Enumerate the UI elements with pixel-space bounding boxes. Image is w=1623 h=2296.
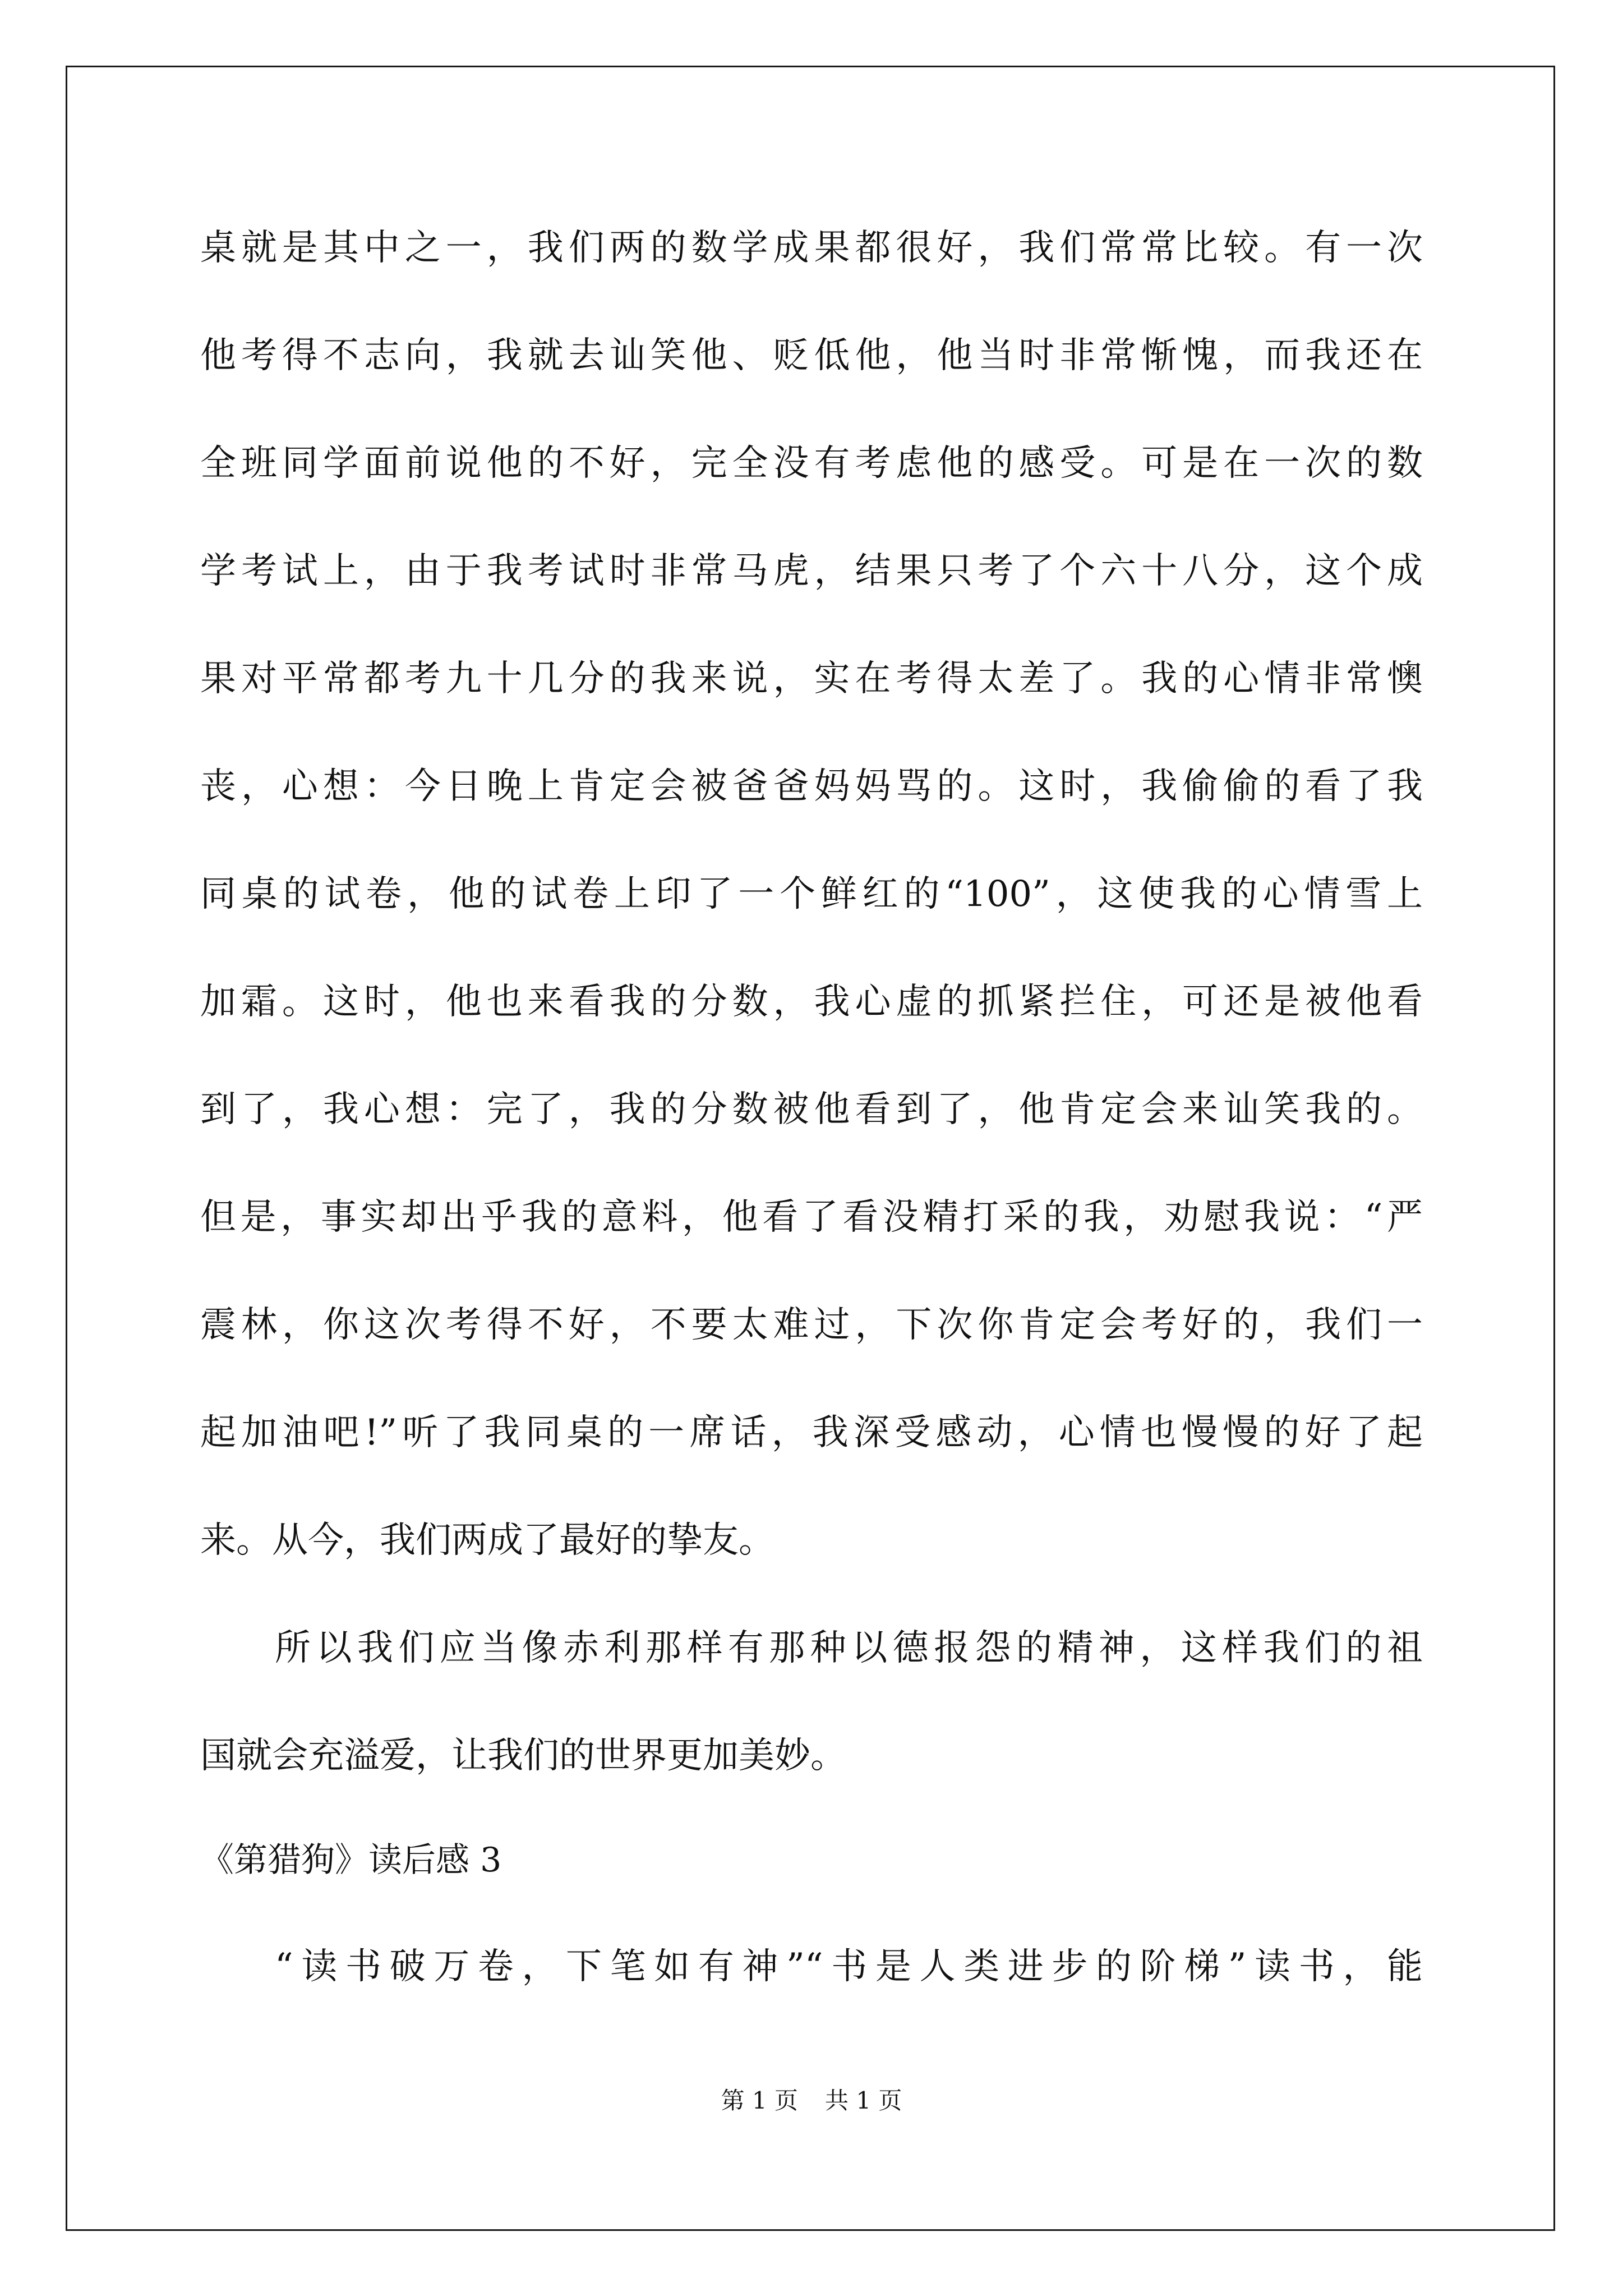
body-line: 国就会充溢爱，让我们的世界更加美妙。 xyxy=(200,1735,846,1777)
body-line: 震林，你这次考得不好，不要太难过，下次你肯定会考好的，我们一 xyxy=(200,1304,1423,1346)
body-line: 到了，我心想：完了，我的分数被他看到了，他肯定会来讪笑我的。 xyxy=(200,1089,1423,1130)
page-footer xyxy=(0,2082,1623,2116)
body-line: 学考试上，由于我考试时非常马虎，结果只考了个六十八分，这个成 xyxy=(200,550,1423,592)
body-line: “读书破万卷，下笔如有神”“书是人类进步的阶梯”读书，能 xyxy=(275,1946,1423,1987)
body-line: 桌就是其中之一，我们两的数学成果都很好，我们常常比较。有一次 xyxy=(200,227,1423,269)
body-line: 同桌的试卷，他的试卷上印了一个鲜红的“100”，这使我的心情雪上 xyxy=(200,873,1423,915)
page-total: 共 1 页 xyxy=(825,2087,902,2114)
body-line: 加霜。这时，他也来看我的分数，我心虚的抓紧拦住，可还是被他看 xyxy=(200,981,1423,1023)
section-heading: 《第猎狗》读后感 3 xyxy=(200,1841,502,1880)
body-line: 全班同学面前说他的不好，完全没有考虑他的感受。可是在一次的数 xyxy=(200,443,1423,484)
body-line: 但是，事实却出乎我的意料，他看了看没精打采的我，劝慰我说：“严 xyxy=(200,1197,1423,1238)
body-line: 丧，心想：今日晚上肯定会被爸爸妈妈骂的。这时，我偷偷的看了我 xyxy=(200,766,1423,807)
page-border xyxy=(66,66,1555,2231)
page-number: 第 1 页 xyxy=(721,2087,798,2114)
body-line: 果对平常都考九十几分的我来说，实在考得太差了。我的心情非常懊 xyxy=(200,658,1423,700)
body-line: 起加油吧!”听了我同桌的一席话，我深受感动，心情也慢慢的好了起 xyxy=(200,1412,1423,1453)
body-line: 来。从今，我们两成了最好的挚友。 xyxy=(200,1520,774,1561)
body-line: 他考得不志向，我就去讪笑他、贬低他，他当时非常惭愧，而我还在 xyxy=(200,335,1423,376)
body-line: 所以我们应当像赤利那样有那种以德报怨的精神，这样我们的祖 xyxy=(275,1627,1423,1669)
